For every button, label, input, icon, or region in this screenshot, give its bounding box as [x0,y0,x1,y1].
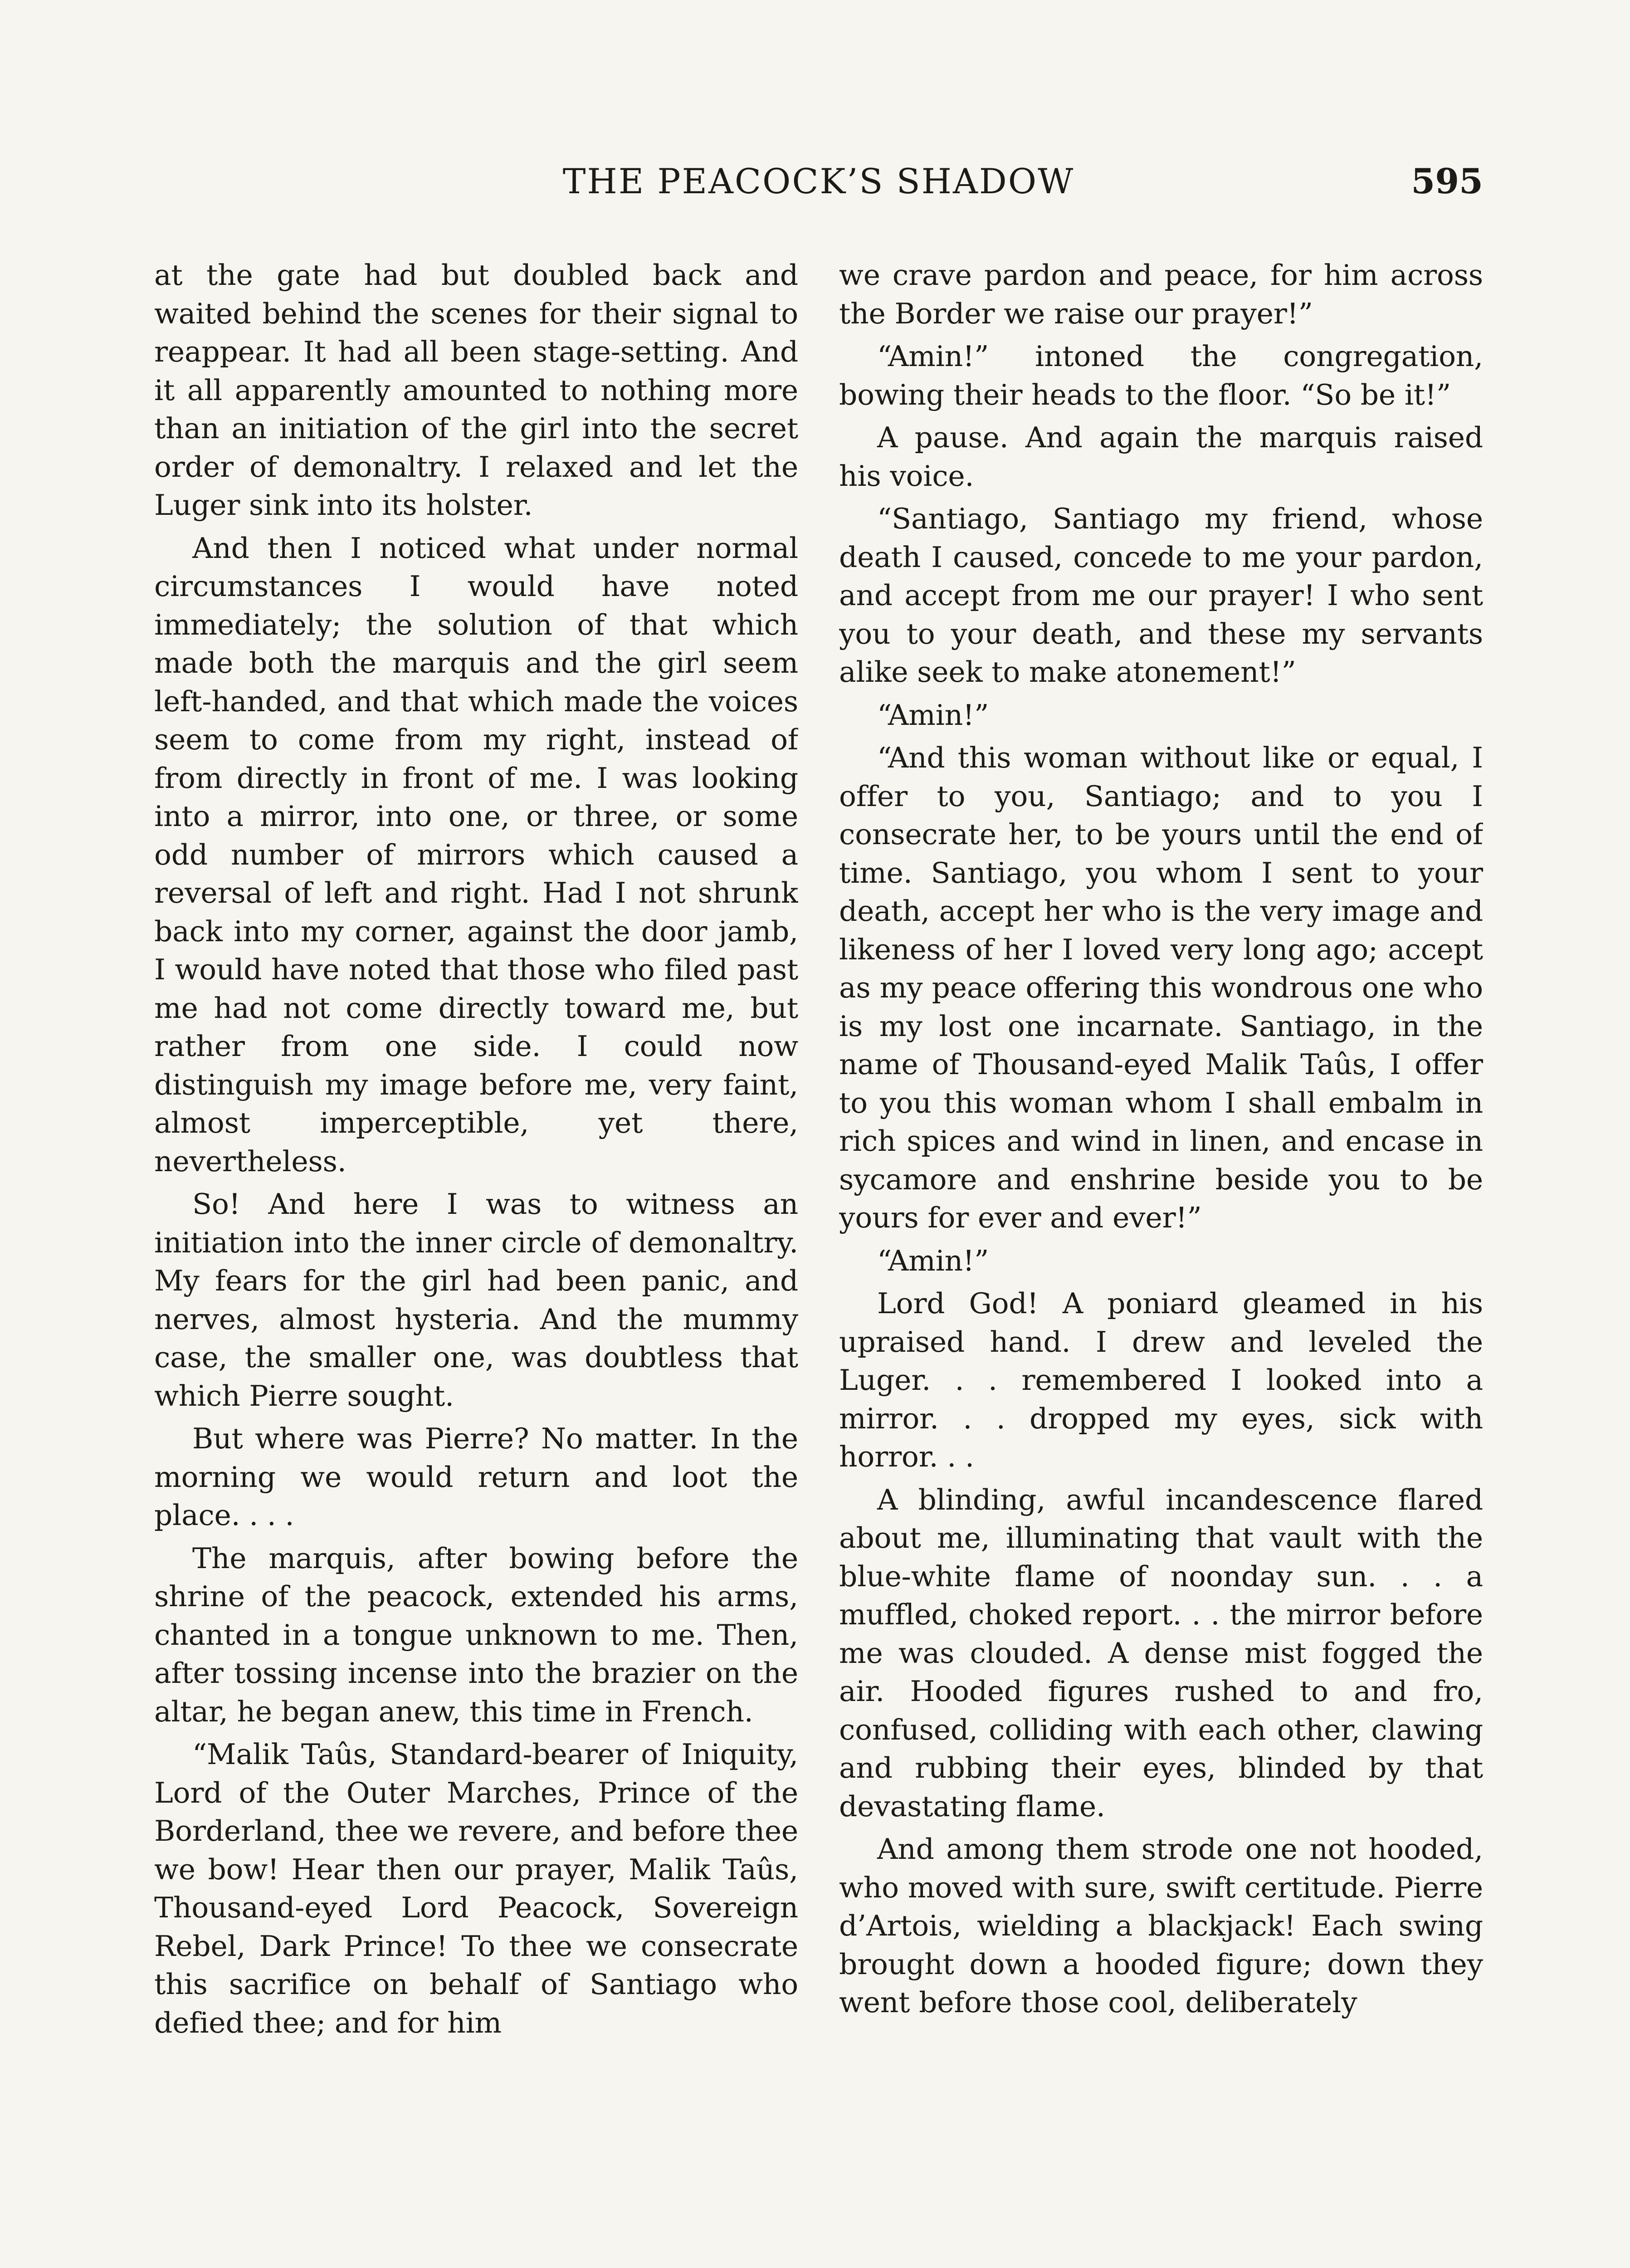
paragraph: “Santiago, Santiago my friend, whose death I caused, concede to me your pardon, and accept from me our prayer! I who sent you to your death, and these my servants alike seek to make atonement!” [839,502,1483,689]
paragraph: But where was Pierre? No matter. In the morning we would return and loot the place. . . . [154,1422,798,1532]
running-header [154,161,1483,211]
paragraph: “Amin!” [877,698,989,732]
paragraph: “Amin!” intoned the congregation, bowing their heads to the floor. “So be it!” [839,340,1483,411]
paragraph: And among them strode one not hooded, who moved with sure, swift certitude. Pierre d’Artois, wielding a blackjack! Each swing brought down a hooded figure; down they went before those cool, deliberately [839,1833,1483,2019]
paragraph: we crave pardon and peace, for him across the Border we raise our prayer!” [839,259,1483,330]
paragraph: Lord God! A poniard gleamed in his upraised hand. I drew and leveled the Luger. . . remembered I looked into a mirror. . . dropped my eyes, sick with horror. . . [839,1287,1483,1473]
text-columns [154,256,1483,2268]
paragraph: And then I noticed what under normal circumstances I would have noted immediately; the solution of that which made both the marquis and the girl seem left-handed, and that which made the voices seem to come from my right, instead of from directly in front of me. I was looking into a mirror, into one, or three, or some odd number of mirrors which caused a reversal of left and right. Had I not shrunk back into my corner, against the door jamb, I would have noted that those who filed past me had not come directly toward me, but rather from one side. I could now distinguish my image before me, very faint, almost imperceptible, yet there, nevertheless. [154,531,798,1178]
paragraph: “And this woman without like or equal, I offer to you, Santiago; and to you I consecrate her, to be yours until the end of time. Santiago, you whom I sent to your death, accept her who is the very image and likeness of her I loved very long ago; accept as my peace offering this wondrous one who is my lost one incarnate. Santiago, in the name of Thousand-eyed Malik Taûs, I offer to you this woman whom I shall embalm in rich spices and wind in linen, and encase in sycamore and enshrine beside you to be yours for ever and ever!” [839,741,1483,1234]
right-column [839,256,1483,2268]
left-column [154,256,798,2268]
page-number: 595 [1411,161,1483,201]
paragraph: “Amin!” [877,1244,989,1277]
paragraph: The marquis, after bowing before the shrine of the peacock, extended his arms, chanted in a tongue unknown to me. Then, after tossing incense into the brazier on the altar, he began anew, this time in French. [154,1541,798,1728]
paragraph: A pause. And again the marquis raised his voice. [839,421,1483,493]
paragraph: at the gate had but doubled back and waited behind the scenes for their signal to reappear. It had all been stage-setting. And it all apparently amounted to nothing more than an initiation of the girl into the secret order of demonaltry. I relaxed and let the Luger sink into its holster. [154,259,798,522]
paragraph: A blinding, awful incandescence flared about me, illuminating that vault with the blue-white flame of noonday sun. . . a muffled, choked report. . . the mirror before me was clouded. A dense mist fogged the air. Hooded figures rushed to and fro, confused, colliding with each other, clawing and rubbing their eyes, blinded by that devastating flame. [839,1483,1483,1823]
running-title: THE PEACOCK’S SHADOW [562,161,1075,201]
paragraph: “Malik Taûs, Standard-bearer of Iniquity, Lord of the Outer Marches, Prince of the Borderland, thee we revere, and before thee we bow! Hear then our prayer, Malik Taûs, Thousand-eyed Lord Peacock, Sovereign Rebel, Dark Prince! To thee we consecrate this sacrifice on behalf of Santiago who defied thee; and for him [154,1738,798,2039]
paragraph: So! And here I was to witness an initiation into the inner circle of demonaltry. My fears for the girl had been panic, and nerves, almost hysteria. And the mummy case, the smaller one, was doubtless that which Pierre sought. [154,1188,798,1413]
